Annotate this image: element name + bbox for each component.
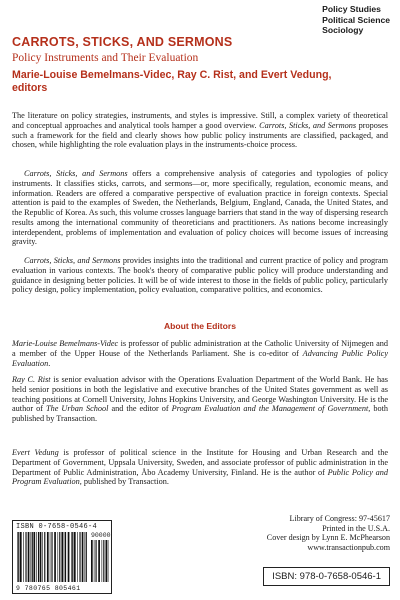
- barcode-bars: [17, 532, 87, 582]
- subject-categories: [322, 4, 390, 36]
- editor-bio: Ray C. Rist is senior evaluation advisor with the Operations Evaluation Department of the World Bank. He has held senior positions in both the legislative and executive branches of the United States government as well as teaching positions at Cornell University, Johns Hopkins University, and George Washington University. He is the author of The Urban School and the editor of Program Evaluation and the Management of Government, both published by Transaction.: [12, 375, 389, 423]
- library-of-congress: Library of Congress: 97-45617: [289, 514, 390, 523]
- editor-bio: Evert Vedung is professor of political science in the Institute for Housing and Urban Research and the Department of Government, Uppsala University, Sweden, and associate professor of public administration in the Department of Public Administration, Åbo Academy University, Finland. He is the author of Public Policy and Program Evaluation, published by Transaction.: [12, 448, 389, 487]
- blurb-paragraph: The literature on policy strategies, instruments, and styles is impressive. Still, a complex variety of theoretical and conceptual approaches and analytical tools hamper a good overview. Carrots, Sticks, and Sermons proposes such a framework for the field and clearly shows how public policy instruments are classified, packaged, and chosen, while highlighting the role evaluation plays in the instruments-choice process.: [12, 111, 388, 150]
- category-policy-studies: Policy Studies: [322, 4, 381, 14]
- barcode-addon-bars: [91, 540, 109, 582]
- editor-bio: Marie-Louise Bemelmans-Videc is professor of public administration at the Catholic University of Nijmegen and a member of the Upper House of the Netherlands Parliament. She is co-editor of Advancing Public Policy Evaluation.: [12, 339, 388, 368]
- category-political-science: Political Science: [322, 14, 390, 25]
- barcode-isbn-label: ISBN 0-7658-0546-4: [16, 523, 98, 531]
- blurb-paragraph: Carrots, Sticks, and Sermons provides insights into the traditional and current practice of policy and program evaluation in various contexts. The book's theory of comparative public policy will produce understanding and guidance in designing better policies. It will be of wide interest to those in the fields of public policy, particularly policy design, policy implementation, policy evaluation, comparative politics, and economics.: [12, 256, 388, 295]
- category-sociology: Sociology: [322, 25, 364, 35]
- isbn-barcode: [12, 520, 112, 594]
- isbn13-box: ISBN: 978-0-7658-0546-1: [263, 567, 390, 586]
- publisher-url: www.transactionpub.com: [307, 542, 390, 552]
- book-title: CARROTS, STICKS, AND SERMONS: [12, 35, 233, 49]
- about-editors-heading: About the Editors: [163, 321, 237, 331]
- barcode-addon-digits: 90000: [91, 532, 111, 539]
- book-editors: Marie-Louise Bemelmans-Videc, Ray C. Rist, and Evert Vedung, editors: [12, 69, 332, 94]
- printed-in: Printed in the U.S.A.: [322, 523, 390, 533]
- cover-design-credit: Cover design by Lynn E. McPhearson: [266, 533, 390, 543]
- book-subtitle: Policy Instruments and Their Evaluation: [12, 52, 199, 64]
- colophon: [267, 514, 390, 552]
- barcode-ean-digits: 9 780765 805461: [16, 585, 81, 592]
- blurb-paragraph: Carrots, Sticks, and Sermons offers a comprehensive analysis of categories and typologies of policy instruments. It classifies sticks, carrots, and sermons—or, more specifically, regulation, economic means, and information. Readers are offered a comparative perspective of evaluation practice in foreign contexts. Special attention is paid to the examples of Sweden, the Netherlands, Belgium, England, Canada, the United States, and the Republic of Korea. As such, this volume crosses language barriers that stand in the way of dispersing research results among the international community of theoreticians and practitioners. As nations become increasingly interdependent, problems of implementation and evaluation of policy choices will become issues of increasing gravity.: [12, 169, 388, 247]
